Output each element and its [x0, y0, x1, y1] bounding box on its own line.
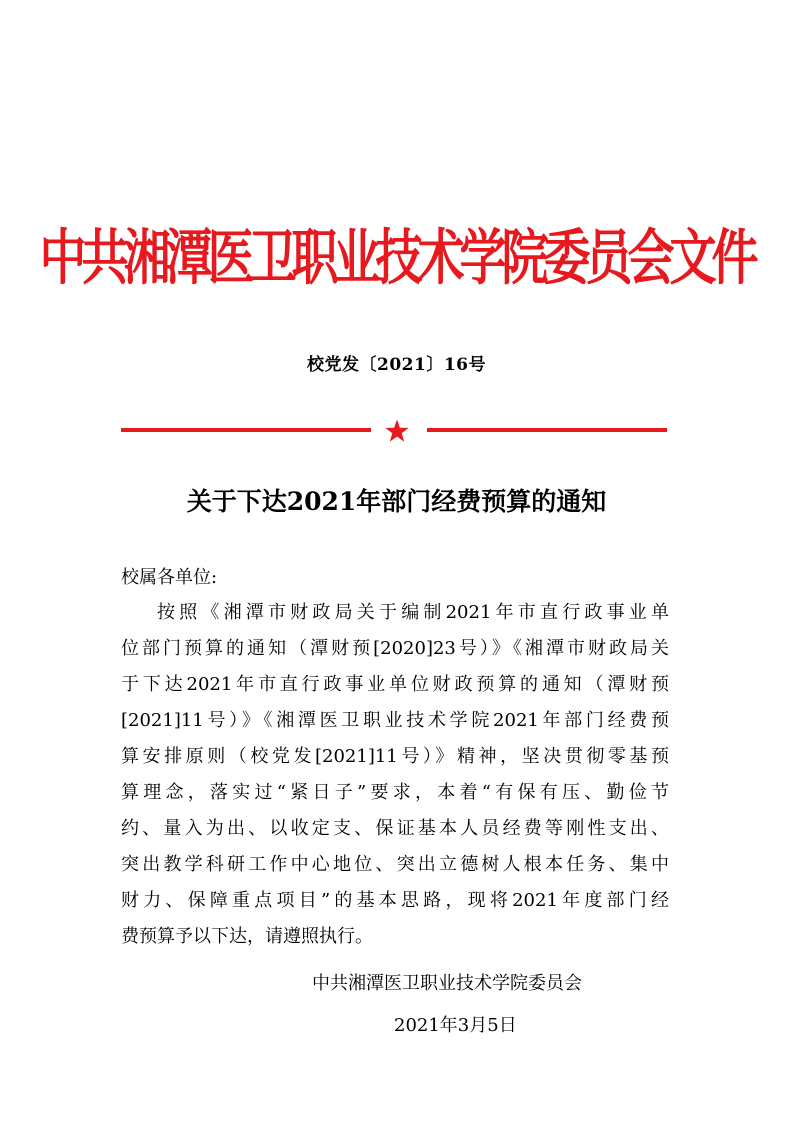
body-line: 按照《湘潭市财政局关于编制2021年市直行政事业单 — [157, 602, 669, 623]
document-number: 校党发〔2021〕16号 — [307, 355, 486, 375]
body-line: 算安排原则（校党发[2021]11号）》精神，坚决贯彻零基预 — [121, 746, 669, 767]
signature-organization: 中共湘潭医卫职业技术学院委员会 — [312, 973, 582, 994]
body-line: 算理念，落实过“紧日子”要求，本着“有保有压、勤俭节 — [121, 782, 669, 803]
notice-title: 关于下达2021年部门经费预算的通知 — [186, 487, 607, 516]
body-line: 突出教学科研工作中心地位、突出立德树人根本任务、集中 — [121, 854, 669, 875]
divider-line-right — [427, 428, 667, 432]
body-line: 约、量入为出、以收定支、保证基本人员经费等刚性支出、 — [121, 818, 669, 839]
divider-line-left — [121, 428, 371, 432]
star-icon — [384, 418, 410, 444]
body-line: [2021]11号）》《湘潭医卫职业技术学院2021年部门经费预 — [121, 710, 669, 731]
salutation: 校属各单位: — [121, 567, 218, 588]
document-header-title: 中共湘潭医卫职业技术学院委员会文件 — [39, 223, 754, 294]
signature-date: 2021年3月5日 — [394, 1015, 517, 1036]
body-line: 财力、保障重点项目”的基本思路，现将2021年度部门经 — [121, 890, 669, 911]
body-line: 费预算予以下达，请遵照执行。 — [121, 926, 373, 947]
body-line: 于下达2021年市直行政事业单位财政预算的通知（潭财预 — [121, 674, 669, 695]
body-line: 位部门预算的通知（潭财预[2020]23号）》《湘潭市财政局关 — [121, 638, 669, 659]
